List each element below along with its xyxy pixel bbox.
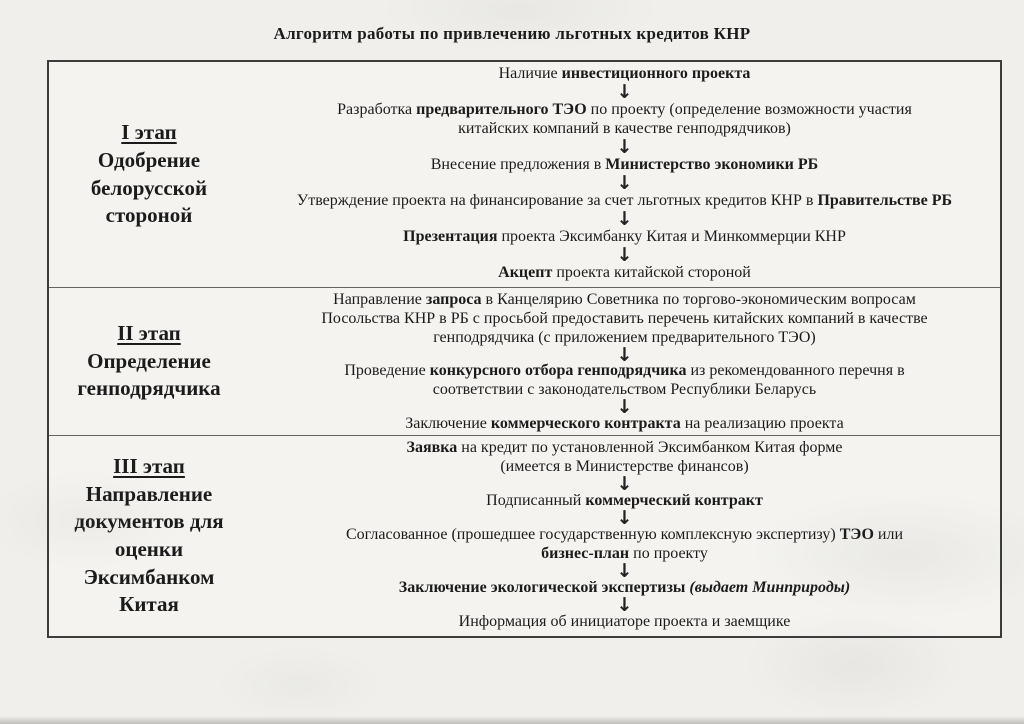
step-text-segment: по проекту <box>629 544 708 562</box>
flow-step <box>407 439 843 477</box>
step-text-segment: коммерческого контракта <box>490 415 681 432</box>
stage-subtitle: Определение генподрядчика <box>77 348 221 401</box>
algorithm-flow-table <box>47 60 1002 638</box>
down-arrow-icon: ↓ <box>616 171 633 194</box>
step-text-segment: (имеется в Министерстве финансов) <box>500 457 749 475</box>
stage-name: II этап <box>117 320 181 345</box>
step-text-segment: Акцепт <box>498 264 553 282</box>
down-arrow-icon: ↓ <box>616 560 633 583</box>
step-text-segment: проекта китайской стороной <box>552 264 751 282</box>
step-text-segment: Согласованное (прошедшее государственную комплексную экспертизу) <box>345 526 840 544</box>
stage-name: III этап <box>113 453 185 478</box>
step-text-segment: запроса <box>425 291 482 308</box>
step-text-segment: Презентация <box>403 228 498 245</box>
stage-label-1 <box>49 62 249 287</box>
flow-step <box>337 101 912 139</box>
down-arrow-icon: ↓ <box>616 396 633 419</box>
step-text-segment: конкурсного отбора генподрядчика <box>429 362 687 380</box>
step-text-segment: Утверждение проекта на финансирование за счет льготных кредитов КНР в <box>296 191 818 209</box>
step-text-segment: предварительного ТЭО <box>416 101 587 119</box>
flow-step <box>344 362 904 400</box>
step-text-segment: ТЭО <box>839 526 874 544</box>
step-text-segment: проекта Эксимбанку Китая и Минкоммерции КНР <box>497 228 846 245</box>
step-text-segment: Заявка <box>406 439 458 456</box>
flow-step <box>498 264 751 283</box>
step-text-segment: генподрядчика (с приложением предварительного ТЭО) <box>433 328 816 346</box>
stage-subtitle: Одобрение белорусской стороной <box>90 147 208 228</box>
step-text-segment: Информация об инициаторе проекта и заемщике <box>458 613 791 631</box>
step-text-segment: Заключение экологической экспертизы <box>398 579 686 597</box>
down-arrow-icon: ↓ <box>616 507 633 530</box>
step-text-segment: Подписанный <box>486 491 586 509</box>
down-arrow-icon: ↓ <box>616 594 633 617</box>
stage-row-2 <box>49 287 1000 435</box>
down-arrow-icon: ↓ <box>616 208 633 231</box>
stage-row-1 <box>49 62 1000 287</box>
stage-name: I этап <box>121 120 177 145</box>
step-text-segment: или <box>873 526 904 544</box>
step-text-segment: коммерческий контракт <box>585 491 763 509</box>
down-arrow-icon: ↓ <box>616 135 633 158</box>
step-text-segment: (выдает Минприроды) <box>689 579 851 597</box>
page-title: Алгоритм работы по привлечению льготных кредитов КНР <box>273 24 751 43</box>
down-arrow-icon: ↓ <box>616 81 633 104</box>
stage-steps <box>249 62 1000 287</box>
step-text-segment: Заключение <box>405 415 491 432</box>
step-text-segment: Наличие <box>498 65 562 82</box>
step-text-segment: на кредит по установленной Эксимбанком Китая форме <box>457 439 843 456</box>
flow-step <box>346 526 903 564</box>
step-text-segment: соответствии с законодательством Республики Беларусь <box>432 381 817 399</box>
down-arrow-icon: ↓ <box>616 244 633 267</box>
stage-row-3 <box>49 435 1000 636</box>
step-text-segment: Разработка <box>337 101 417 119</box>
down-arrow-icon: ↓ <box>616 343 633 366</box>
step-text-segment: Министерство экономики РБ <box>605 155 819 173</box>
flow-step <box>459 613 791 632</box>
step-text-segment: из рекомендованного перечня в <box>686 362 905 380</box>
down-arrow-icon: ↓ <box>616 472 633 495</box>
step-text-segment: по проекту (определение возможности участия <box>586 101 912 119</box>
step-text-segment: бизнес-план <box>541 544 630 562</box>
step-text-segment: в Канцелярию Советника по торгово-экономическим вопросам <box>481 291 916 308</box>
step-text-segment: Проведение <box>344 362 430 380</box>
step-text-segment: китайских компаний в качестве генподрядчиков) <box>458 119 791 137</box>
step-text-segment: Правительстве РБ <box>817 191 953 209</box>
step-text-segment: Направление <box>333 291 426 308</box>
step-text-segment: Внесение предложения в <box>430 155 606 173</box>
flow-step <box>405 415 843 434</box>
step-text-segment: на реализацию проекта <box>680 415 844 432</box>
step-text-segment: Посольства КНР в РБ с просьбой предоставить перечень китайских компаний в качестве <box>321 309 928 327</box>
flow-step <box>321 291 927 348</box>
step-text-segment: инвестиционного проекта <box>561 65 751 82</box>
stage-subtitle: Направление документов для оценки Эксимбанком Китая <box>74 481 224 617</box>
stage-steps <box>249 436 1000 636</box>
stage-steps <box>249 288 1000 435</box>
stage-label-3 <box>49 436 249 636</box>
stage-label-2 <box>49 288 249 435</box>
